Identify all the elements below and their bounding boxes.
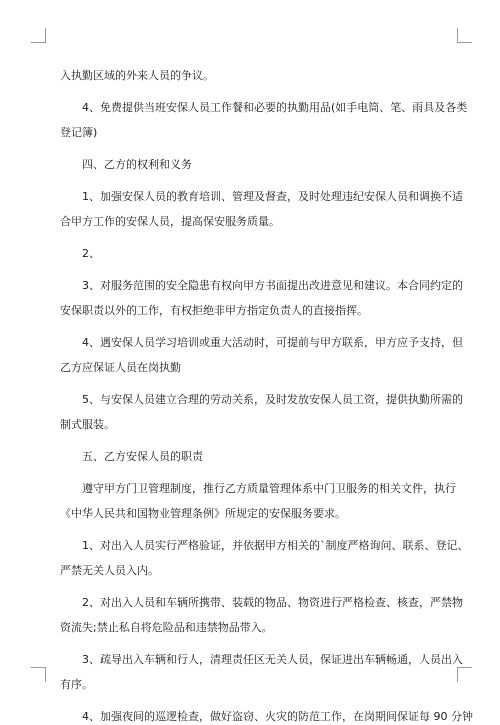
paragraph-line: 4、遇安保人员学习培训或重大活动时，可提前与甲方联系，甲方应予支持，但 xyxy=(82,336,463,349)
paragraph-line: 资流失;禁止私自将危险品和违禁物品带入。 xyxy=(60,621,273,634)
paragraph-line: 1、对出入人员实行严格验证，并依据甲方相关的`制度严格询问、联系、登记、 xyxy=(82,539,469,552)
paragraph-line: 《中华人民共和国物业管理条例》所规定的安保服务要求。 xyxy=(60,507,346,520)
paragraph-line: 有序。 xyxy=(60,678,93,691)
crop-mark-top-left xyxy=(31,28,46,43)
paragraph-line: 2、 xyxy=(82,247,100,260)
paragraph-line: 4、免费提供当班安保人员工作餐和必要的执勤用品(如手电筒、笔、雨具及各类 xyxy=(82,101,468,114)
paragraph-line: 制式服装。 xyxy=(60,418,115,431)
paragraph-line: 3、疏导出入车辆和行人，清理责任区无关人员，保证进出车辆畅通，人员出入 xyxy=(82,653,463,666)
crop-mark-bottom-left xyxy=(31,667,46,682)
document-body xyxy=(60,68,473,725)
paragraph-line: 合甲方工作的安保人员，提高保安服务质量。 xyxy=(60,215,280,228)
section-heading: 四、乙方的权利和义务 xyxy=(82,158,192,171)
crop-mark-bottom-right xyxy=(457,667,472,682)
paragraph-line: 遵守甲方门卫管理制度，推行乙方质量管理体系中门卫服务的相关文件，执行 xyxy=(82,482,456,495)
section-heading: 五、乙方安保人员的职责 xyxy=(82,450,203,463)
paragraph-line: 安保职责以外的工作，有权拒绝非甲方指定负责人的直接指挥。 xyxy=(60,304,368,317)
paragraph-line: 严禁无关人员入内。 xyxy=(60,564,159,577)
paragraph-line: 4、加强夜间的巡逻检查，做好盗窃、火灾的防范工作，在岗期间保证每 90 分钟 xyxy=(82,710,473,723)
paragraph-line: 乙方应保证人员在岗执勤 xyxy=(60,361,181,374)
paragraph-line: 入执勤区域的外来人员的争议。 xyxy=(60,69,214,82)
paragraph-line: 5、与安保人员建立合理的劳动关系，及时发放安保人员工资，提供执勤所需的 xyxy=(82,393,463,406)
paragraph-line: 3、对服务范围的安全隐患有权向甲方书面提出改进意见和建议。本合同约定的 xyxy=(82,279,463,292)
paragraph-line: 2、对出入人员和车辆所携带、装载的物品、物资进行严格检查、核查，严禁物 xyxy=(82,596,463,609)
paragraph-line: 1、加强安保人员的教育培训、管理及督查，及时处理违纪安保人员和调换不适 xyxy=(82,190,463,203)
crop-mark-top-right xyxy=(457,28,472,43)
paragraph-line: 登记簿) xyxy=(60,126,98,139)
